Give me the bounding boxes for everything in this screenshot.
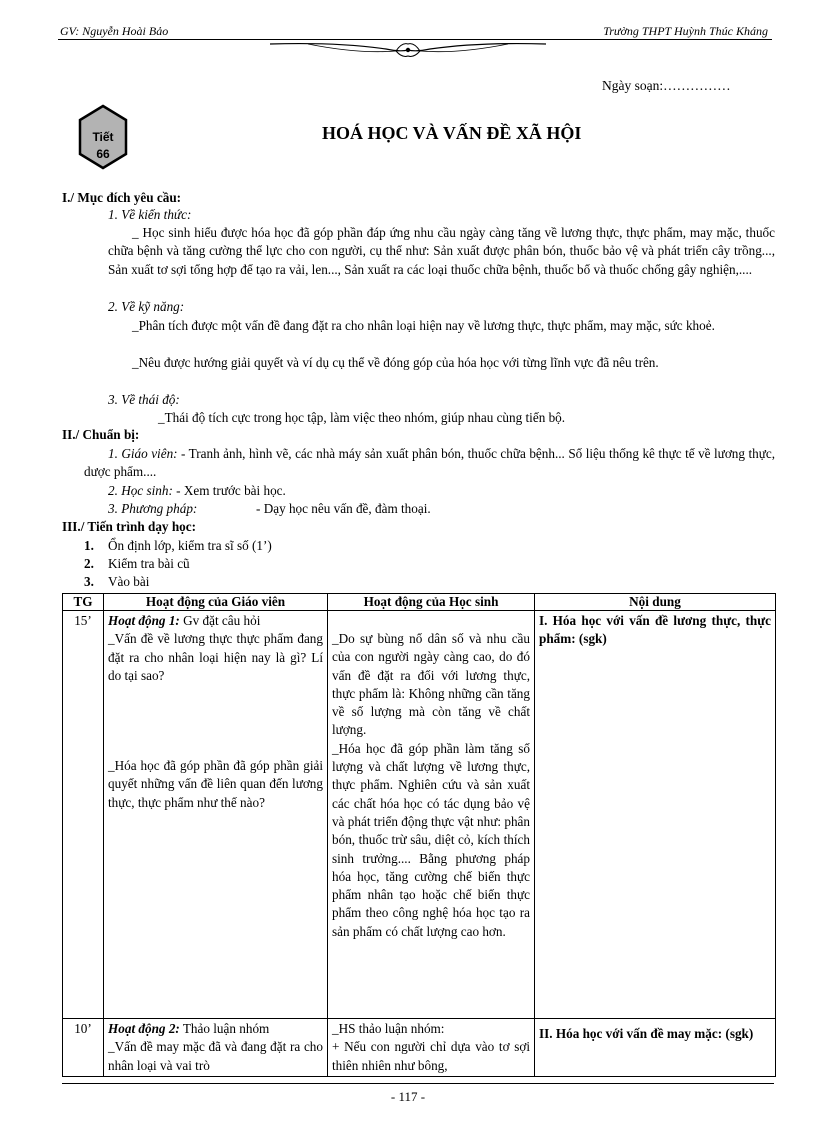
activity-intro: Thảo luận nhóm bbox=[179, 1021, 270, 1036]
student-answer: + Nếu con người chỉ dựa vào tơ sợi thiên nhiên như bông, bbox=[332, 1039, 530, 1073]
student-label: 2. Học sinh: bbox=[108, 483, 173, 498]
student-activity-cell bbox=[328, 1019, 535, 1077]
step-text: Ổn định lớp, kiểm tra sĩ số (1’) bbox=[108, 538, 272, 553]
header-school: Trường THPT Huỳnh Thúc Kháng bbox=[603, 24, 768, 38]
teacher-question: _Hóa học đã góp phần đã góp phần giải quyết những vấn đề liên quan đến lương thực, thực phẩm như thế nào? bbox=[108, 758, 323, 810]
footer-divider bbox=[62, 1083, 774, 1084]
lesson-badge-label bbox=[78, 129, 128, 163]
student-text: - Xem trước bài học. bbox=[172, 483, 286, 498]
step-number: 1. bbox=[84, 538, 94, 553]
teacher-question: _Vấn đề về lương thực thực phẩm đang đặt ra cho nhân loại hiện nay là gì? Lí do tại sao? bbox=[108, 631, 323, 683]
attitude-text: _Thái độ tích cực trong học tập, làm việc theo nhóm, giúp nhau cùng tiến bộ. bbox=[158, 410, 566, 425]
activity-title: Hoạt động 1: bbox=[108, 613, 180, 628]
activity-title: Hoạt động 2: bbox=[108, 1021, 180, 1036]
teacher-activity-cell bbox=[104, 1019, 328, 1077]
section3-heading: III./ Tiến trình dạy học: bbox=[62, 519, 196, 534]
student-answer: _Hóa học đã góp phần làm tăng số lượng và chất lượng về lương thực, thực phẩm. Nghiên cứu và sản xuất các chất hóa học có tác dụng bảo vệ và phát triển động thực vật như: phân bón, thuốc trừ sâu, diệt cỏ, kích thích sinh trưởng.... Bằng phương pháp hóa học, tăng cường chế biến thực phẩm nhân tạo hoặc chế biến thực phẩm theo công nghệ hóa học tạo ra sản phẩm có chất lượng cao hơn. bbox=[332, 740, 530, 939]
method-text: - Dạy học nêu vấn đề, đàm thoại. bbox=[256, 501, 431, 516]
preparation-date: Ngày soạn:…………… bbox=[602, 78, 731, 93]
page-title: HOÁ HỌC VÀ VẤN ĐỀ XÃ HỘI bbox=[322, 123, 582, 143]
attitude-label: 3. Về thái độ: bbox=[108, 392, 180, 407]
column-header-time: TG bbox=[63, 594, 104, 611]
header-author: GV: Nguyễn Hoài Bảo bbox=[60, 24, 169, 38]
table-row bbox=[63, 1019, 776, 1077]
skill-1: _Phân tích được một vấn đề đang đặt ra cho nhân loại hiện nay về lương thực, thực phẩm, may mặc, sức khoẻ. bbox=[132, 318, 715, 333]
activity-intro: Gv đặt câu hỏi bbox=[179, 613, 261, 628]
student-answer: _HS thảo luận nhóm: bbox=[332, 1021, 445, 1036]
lesson-badge-number: 66 bbox=[96, 147, 110, 161]
content-cell: II. Hóa học với vấn đề may mặc: (sgk) bbox=[535, 1019, 776, 1077]
time-cell: 10’ bbox=[63, 1019, 104, 1077]
ornament-divider bbox=[268, 38, 548, 62]
teacher-label: 1. Giáo viên: bbox=[108, 446, 178, 461]
step-text: Kiểm tra bài cũ bbox=[108, 556, 190, 571]
teacher-text: - Tranh ảnh, hình vẽ, các nhà máy sản xuất phân bón, thuốc chữa bệnh... Số liệu thống kê thực tế về lương thực, dược phẩm.... bbox=[84, 446, 775, 480]
section1-heading: I./ Mục đích yêu cầu: bbox=[62, 190, 182, 205]
content-cell: I. Hóa học với vấn đề lương thực, thực phẩm: (sgk) bbox=[535, 611, 776, 1019]
step-number: 3. bbox=[84, 574, 94, 589]
teacher-question: _Vấn đề may mặc đã và đang đặt ra cho nhân loại và vai trò bbox=[108, 1039, 323, 1073]
time-cell: 15’ bbox=[63, 611, 104, 1019]
column-header-content: Nội dung bbox=[535, 594, 776, 611]
student-answer: _Do sự bùng nổ dân số và nhu cầu của con người ngày càng cao, do đó vấn đề đặt ra đối với lương thực, thực phẩm là: Không những cần tăng về số lượng mà còn tăng về chất lượng. bbox=[332, 631, 530, 738]
column-header-student: Hoạt động của Học sinh bbox=[328, 594, 535, 611]
page-number: - 117 - bbox=[390, 1089, 426, 1104]
student-prep bbox=[108, 482, 286, 500]
section2-heading: II./ Chuẩn bị: bbox=[62, 427, 140, 442]
table-header-row bbox=[63, 594, 776, 611]
lesson-badge-line1: Tiết bbox=[92, 130, 114, 144]
skill-2: _Nêu được hướng giải quyết và ví dụ cụ thể về đóng góp của hóa học với từng lĩnh vực đã nêu trên. bbox=[132, 355, 659, 370]
step-text: Vào bài bbox=[108, 574, 150, 589]
table-row bbox=[63, 611, 776, 1019]
skills-label: 2. Về kỹ năng: bbox=[108, 299, 185, 314]
column-header-teacher: Hoạt động của Giáo viên bbox=[104, 594, 328, 611]
knowledge-label: 1. Về kiến thức: bbox=[108, 207, 192, 222]
step-number: 2. bbox=[84, 556, 94, 571]
student-activity-cell bbox=[328, 611, 535, 1019]
method-label: 3. Phương pháp: bbox=[108, 501, 198, 516]
teacher-prep bbox=[84, 445, 775, 482]
teacher-activity-cell bbox=[104, 611, 328, 1019]
lesson-plan-table bbox=[62, 593, 776, 1077]
knowledge-text: _ Học sinh hiểu được hóa học đã góp phần đáp ứng nhu cầu ngày càng tăng về lương thực, thực phẩm, may mặc, thuốc chữa bệnh và tăng cường thể lực cho con người, cụ thể như: Sản xuất được phân bón, thuốc bảo vệ và phát triển cây trồng..., Sản xuất tơ sợi tổng hợp để tạo ra vải, len..., Sản xuất ra các loại thuốc chữa bệnh, thuốc bổ và thuốc chống gây nghiện,.... bbox=[108, 225, 775, 277]
